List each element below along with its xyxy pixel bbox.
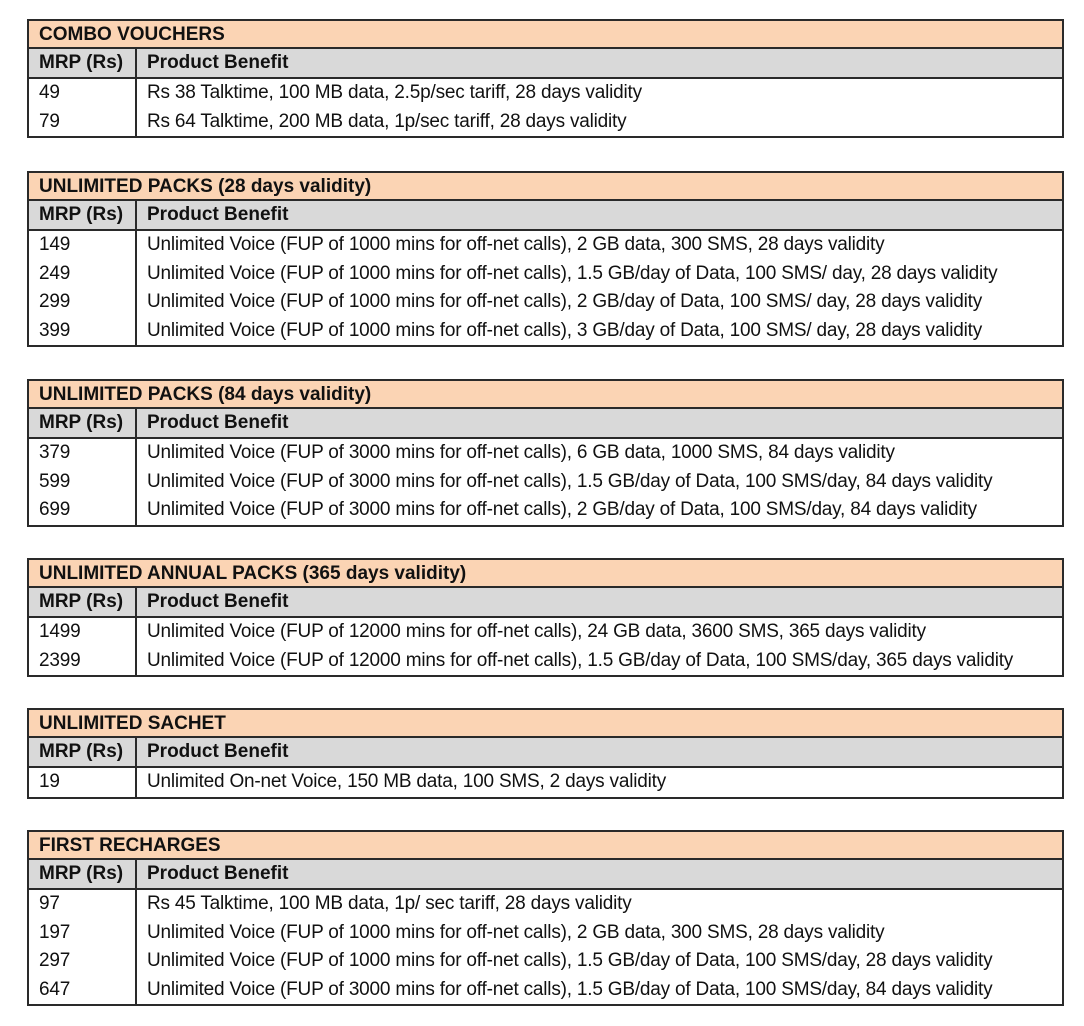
benefit-column-header: Product Benefit [147, 863, 289, 884]
mrp-column-header: MRP (Rs) [29, 738, 137, 766]
benefit-column-header: Product Benefit [147, 412, 289, 433]
mrp-cell: 2399 [29, 647, 137, 676]
mrp-cell: 19 [29, 768, 137, 797]
table-row [29, 890, 1062, 919]
combo-vouchers-table [27, 19, 1064, 138]
table-row [29, 976, 1062, 1005]
table-row [29, 468, 1062, 497]
mrp-cell: 1499 [29, 618, 137, 647]
mrp-column-header: MRP (Rs) [29, 588, 137, 616]
unlimited-sachet-table [27, 708, 1064, 799]
mrp-cell: 599 [29, 468, 137, 497]
mrp-cell: 49 [29, 79, 137, 108]
benefit-cell: Unlimited Voice (FUP of 12000 mins for off-net calls), 24 GB data, 3600 SMS, 365 days validity [147, 621, 926, 642]
benefit-cell: Unlimited Voice (FUP of 1000 mins for off-net calls), 2 GB data, 300 SMS, 28 days validity [147, 921, 885, 943]
table-row [29, 919, 1062, 948]
benefit-column-header: Product Benefit [147, 52, 289, 73]
benefit-cell: Unlimited Voice (FUP of 1000 mins for off-net calls), 1.5 GB/day of Data, 100 SMS/ day, 28 days validity [147, 262, 998, 284]
table-header [29, 588, 1062, 618]
unlimited-packs-84-table [27, 379, 1064, 527]
mrp-column-header: MRP (Rs) [29, 201, 137, 229]
benefit-column-header: Product Benefit [147, 204, 289, 225]
benefit-cell: Rs 45 Talktime, 100 MB data, 1p/ sec tariff, 28 days validity [147, 893, 632, 914]
mrp-cell: 97 [29, 890, 137, 919]
section-title: UNLIMITED PACKS (28 days validity) [29, 173, 1062, 201]
table-header [29, 860, 1062, 890]
benefit-cell: Unlimited Voice (FUP of 1000 mins for off-net calls), 1.5 GB/day of Data, 100 SMS/day, 28 days validity [147, 950, 993, 971]
benefit-cell: Unlimited Voice (FUP of 1000 mins for off-net calls), 2 GB/day of Data, 100 SMS/ day, 28 days validity [147, 291, 982, 312]
table-row [29, 260, 1062, 289]
table-row [29, 647, 1062, 676]
mrp-cell: 379 [29, 439, 137, 468]
mrp-cell: 249 [29, 260, 137, 289]
table-header [29, 49, 1062, 79]
benefit-column-header: Product Benefit [147, 741, 289, 762]
mrp-cell: 299 [29, 288, 137, 317]
mrp-cell: 699 [29, 496, 137, 525]
section-title: UNLIMITED SACHET [29, 710, 1062, 738]
benefit-cell: Unlimited Voice (FUP of 1000 mins for off-net calls), 2 GB data, 300 SMS, 28 days validity [147, 234, 885, 255]
section-title: UNLIMITED ANNUAL PACKS (365 days validity) [29, 560, 1062, 588]
section-title: COMBO VOUCHERS [29, 21, 1062, 49]
benefit-cell: Unlimited Voice (FUP of 3000 mins for off-net calls), 2 GB/day of Data, 100 SMS/day, 84 days validity [147, 499, 977, 520]
mrp-cell: 399 [29, 317, 137, 346]
table-row [29, 439, 1062, 468]
mrp-cell: 149 [29, 231, 137, 260]
table-header [29, 201, 1062, 231]
table-row [29, 108, 1062, 137]
mrp-column-header: MRP (Rs) [29, 49, 137, 77]
table-header [29, 738, 1062, 768]
table-row [29, 79, 1062, 108]
table-row [29, 317, 1062, 346]
section-title: UNLIMITED PACKS (84 days validity) [29, 381, 1062, 409]
table-row [29, 618, 1062, 647]
benefit-cell: Unlimited Voice (FUP of 3000 mins for off-net calls), 1.5 GB/day of Data, 100 SMS/day, 84 days validity [147, 470, 993, 492]
benefit-cell: Rs 38 Talktime, 100 MB data, 2.5p/sec tariff, 28 days validity [147, 82, 642, 103]
mrp-cell: 197 [29, 919, 137, 948]
mrp-column-header: MRP (Rs) [29, 409, 137, 437]
section-title: FIRST RECHARGES [29, 832, 1062, 860]
benefit-cell: Unlimited Voice (FUP of 1000 mins for off-net calls), 3 GB/day of Data, 100 SMS/ day, 28 days validity [147, 319, 982, 341]
mrp-cell: 647 [29, 976, 137, 1005]
unlimited-packs-28-table [27, 171, 1064, 347]
first-recharges-table [27, 830, 1064, 1006]
benefit-cell: Unlimited Voice (FUP of 12000 mins for off-net calls), 1.5 GB/day of Data, 100 SMS/day, 365 days validity [147, 649, 1014, 671]
benefit-cell: Unlimited On-net Voice, 150 MB data, 100 SMS, 2 days validity [147, 771, 667, 792]
unlimited-annual-packs-table [27, 558, 1064, 677]
mrp-cell: 297 [29, 947, 137, 976]
table-row [29, 768, 1062, 797]
benefit-cell: Unlimited Voice (FUP of 3000 mins for off-net calls), 1.5 GB/day of Data, 100 SMS/day, 84 days validity [147, 978, 993, 1000]
table-row [29, 947, 1062, 976]
benefit-cell: Rs 64 Talktime, 200 MB data, 1p/sec tariff, 28 days validity [147, 110, 627, 132]
table-row [29, 496, 1062, 525]
table-row [29, 288, 1062, 317]
mrp-cell: 79 [29, 108, 137, 137]
benefit-column-header: Product Benefit [147, 591, 289, 612]
benefit-cell: Unlimited Voice (FUP of 3000 mins for off-net calls), 6 GB data, 1000 SMS, 84 days validity [147, 442, 895, 463]
table-header [29, 409, 1062, 439]
table-row [29, 231, 1062, 260]
mrp-column-header: MRP (Rs) [29, 860, 137, 888]
